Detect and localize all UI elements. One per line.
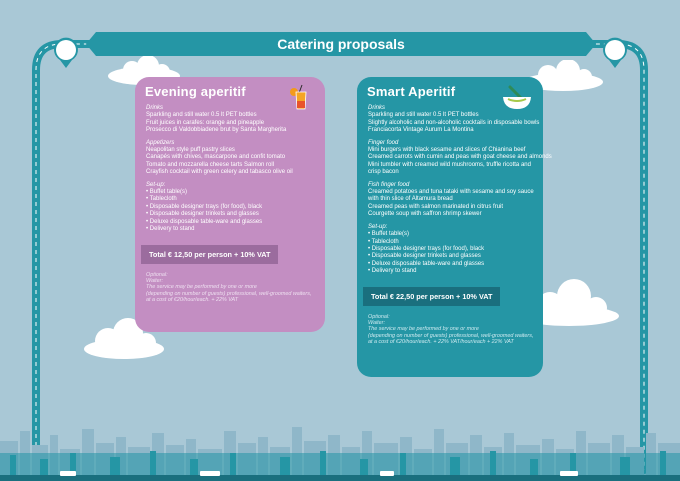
- list-item: • Deluxe disposable table-ware and glasses: [368, 260, 485, 267]
- optional-line: (depending on number of guests) professional, well-groomed waiters,: [146, 290, 312, 297]
- smart-aperitif-card: [357, 77, 552, 377]
- list-item: Fruit juices in carafes: orange and pineapple: [146, 119, 265, 126]
- optional-line: (depending on number of guests) professional, well-groomed waiters,: [368, 332, 534, 339]
- optional-line: at a cost of €20/hour/each. + 22% VAT: [146, 297, 239, 304]
- list-item: • Deluxe disposable table-ware and glasses: [146, 218, 263, 225]
- section-title: Set-up:: [146, 181, 166, 188]
- list-item: Tomato and mozzarella cheese tarts Salmon roll: [146, 161, 275, 168]
- list-item: Slightly alcoholic and non-alcoholic cocktails in disposable bowls: [368, 119, 540, 126]
- card-title: Smart Aperitif: [367, 84, 456, 99]
- section-title: Appetizers: [146, 139, 175, 146]
- section-title: Fish finger food: [368, 181, 410, 188]
- section-title: Set-up:: [368, 223, 388, 230]
- list-item: Creamed potatoes and tuna tataki with sesame and soy sauce: [368, 189, 534, 196]
- page-title-banner: [96, 32, 586, 56]
- list-item: Sparkling and still water 0.5 lt PET bottles: [368, 112, 479, 119]
- list-item: • Buffet table(s): [368, 231, 410, 238]
- list-item: • Delivery to stand: [368, 268, 417, 275]
- map-pin-icon: [54, 38, 78, 68]
- list-item: Mini burgers with black sesame and slices of Chianina beef: [368, 147, 526, 154]
- evening-aperitif-card: [135, 77, 325, 332]
- price-total: Total € 12,50 per person + 10% VAT: [141, 245, 278, 264]
- optional-line: at a cost of €20/hour/each. + 22% VAT/hour/each + 22% VAT: [368, 339, 514, 346]
- list-item: with thin slice of Altamura bread: [368, 196, 453, 203]
- price-total: Total € 22,50 per person + 10% VAT: [363, 287, 500, 306]
- list-item: Franciacorta Vintage Aurum La Montina: [368, 127, 474, 134]
- optional-line: The service may be performed by one or more: [146, 284, 257, 291]
- list-item: crisp bacon: [368, 169, 399, 176]
- list-item: • Tablecloth: [368, 238, 399, 245]
- section-title: Drinks: [368, 105, 386, 111]
- optional-line: The service may be performed by one or more: [368, 326, 479, 333]
- list-item: • Disposable designer trays (for food), black: [368, 245, 485, 252]
- optional-waiter: Waiter:: [146, 277, 163, 284]
- list-item: Sparkling and still water 0.5 lt PET bottles: [146, 112, 257, 119]
- list-item: • Tablecloth: [146, 196, 177, 203]
- list-item: Neapolitan style puff pastry slices: [146, 147, 235, 154]
- list-item: • Disposable designer trinkets and glasses: [146, 211, 259, 218]
- list-item: Crayfish cocktail with green celery and tabasco olive oil: [146, 169, 293, 176]
- list-item: Prosecco di Valdobbiadene brut by Santa Margherita: [146, 127, 287, 134]
- optional-title: Optional:: [368, 313, 390, 320]
- city-skyline: [0, 423, 680, 481]
- section-title: Drinks: [146, 105, 164, 111]
- optional-waiter: Waiter:: [368, 319, 385, 326]
- list-item: Canapés with chives, mascarpone and confit tomato: [146, 154, 286, 161]
- card-title: Evening aperitif: [145, 84, 246, 99]
- list-item: • Delivery to stand: [146, 226, 195, 233]
- page-title: Catering proposals: [277, 36, 405, 52]
- list-item: Creamed carrots with cumin and peas with goat cheese and almonds: [368, 154, 552, 161]
- list-item: • Disposable designer trinkets and glasses: [368, 253, 481, 260]
- list-item: Creamed peas with salmon marinated in citrus fruit: [368, 203, 504, 210]
- list-item: • Disposable designer trays (for food), black: [146, 203, 263, 210]
- list-item: Mini tumbler with creamed wild mushrooms, truffle ricotta and: [368, 161, 531, 168]
- optional-title: Optional:: [146, 271, 168, 278]
- list-item: • Buffet table(s): [146, 189, 188, 196]
- section-title: Finger food: [368, 139, 399, 146]
- list-item: Courgette soup with saffron shrimp skewer: [368, 211, 482, 218]
